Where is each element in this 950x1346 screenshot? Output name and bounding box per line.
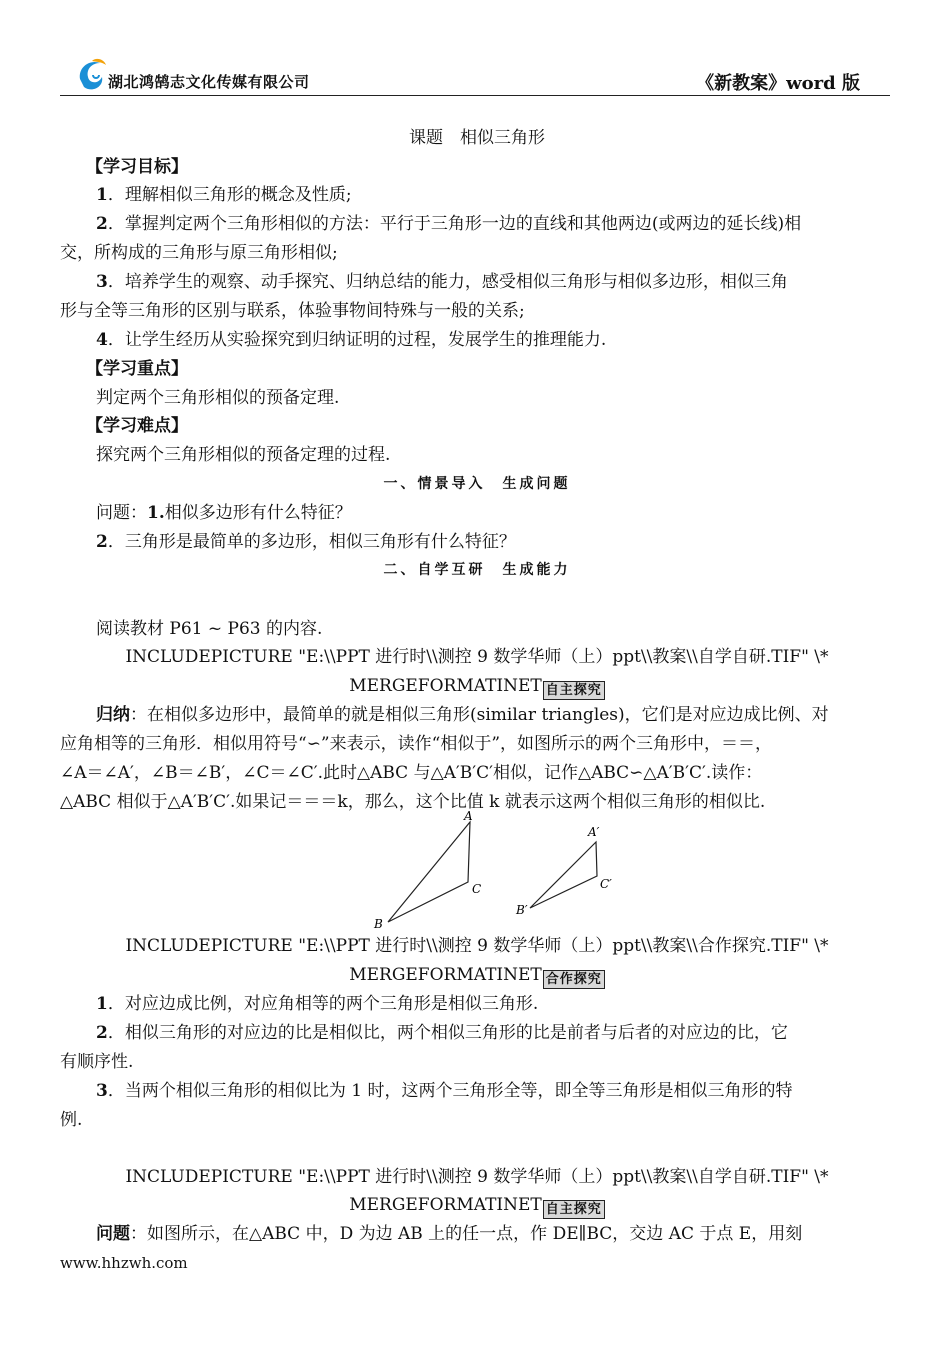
- include-field-2: INCLUDEPICTURE "E:\\PPT 进行时\\测控 9 数学华师（上）ppt\\教案\\合作探究.TIF" \*: [125, 936, 829, 956]
- summary-line: ∠A＝∠A′，∠B＝∠B′，∠C＝∠C′.此时△ABC 与△A′B′C′相似，记作△ABC∽△A′B′C′.读作：: [60, 763, 763, 783]
- summary-line: 应角相等的三角形．相似用符号“∽”来表示，读作“相似于”，如图所示的两个三角形中，＝＝，: [60, 734, 773, 754]
- question-2: 2．三角形是最简单的多边形，相似三角形有什么特征？: [96, 532, 516, 552]
- point-line: 2．相似三角形的对应边的比是相似比，两个相似三角形的比是前者与后者的对应边的比，它: [96, 1023, 788, 1043]
- vertex-b-label: B: [374, 917, 383, 930]
- footer-url[interactable]: www.hhzwh.com: [60, 1254, 188, 1272]
- reading-instruction: 阅读教材 P61 ~ P63 的内容.: [96, 619, 323, 639]
- section-heading-1: 一、情景导入 生成问题: [383, 476, 571, 492]
- goal-line: 形与全等三角形的区别与联系，体验事物间特殊与一般的关系;: [60, 301, 525, 321]
- self-study-badge: 自主探究: [543, 1200, 605, 1219]
- key-heading: 【学习重点】: [86, 359, 188, 379]
- summary-line: 归纳：在相似多边形中，最简单的就是相似三角形(similar triangles)，它们是对应边成比例、对: [96, 705, 829, 725]
- goal-line: 交，所构成的三角形与原三角形相似;: [60, 243, 338, 263]
- include-field-2-cont: MERGEFORMATINET 合作探究: [60, 963, 894, 989]
- key-text: 判定两个三角形相似的预备定理.: [96, 388, 340, 408]
- point-line: 1．对应边成比例，对应角相等的两个三角形是相似三角形.: [96, 994, 539, 1014]
- question-1: 问题：1.相似多边形有什么特征？: [96, 503, 352, 523]
- self-study-badge: 自主探究: [543, 681, 605, 700]
- goals-heading: 【学习目标】: [86, 157, 188, 177]
- vertex-c2-label: C′: [600, 877, 612, 891]
- swirl-logo-icon: [74, 57, 110, 93]
- cooperative-study-badge: 合作探究: [543, 970, 605, 989]
- section-heading-2: 二、自学互研 生成能力: [383, 562, 571, 578]
- goal-line: 1．理解相似三角形的概念及性质;: [96, 185, 352, 205]
- difficulty-text: 探究两个三角形相似的预备定理的过程.: [96, 445, 391, 465]
- goal-line: 3．培养学生的观察、动手探究、归纳总结的能力，感受相似三角形与相似多边形，相似三角: [96, 272, 788, 292]
- vertex-b2-label: B′: [516, 903, 528, 917]
- include-field-1: INCLUDEPICTURE "E:\\PPT 进行时\\测控 9 数学华师（上）ppt\\教案\\自学自研.TIF" \*: [125, 647, 829, 667]
- vertex-a2-label: A′: [588, 825, 600, 839]
- include-field-1-cont: MERGEFORMATINET 自主探究: [60, 674, 894, 700]
- page-header: [60, 55, 890, 97]
- page-title: 课题 相似三角形: [409, 128, 545, 148]
- triangle-a2b2c2: [530, 842, 597, 908]
- header-divider: [60, 95, 890, 96]
- point-line: 有顺序性.: [60, 1052, 134, 1072]
- include-field-3-cont: MERGEFORMATINET 自主探究: [60, 1193, 894, 1219]
- goal-line: 4．让学生经历从实验探究到归纳证明的过程，发展学生的推理能力.: [96, 330, 607, 350]
- edition-label: 《新教案》word 版: [696, 73, 860, 94]
- point-line: 例.: [60, 1110, 83, 1130]
- include-field-3: INCLUDEPICTURE "E:\\PPT 进行时\\测控 9 数学华师（上）ppt\\教案\\自学自研.TIF" \*: [125, 1167, 829, 1187]
- goal-line: 2．掌握判定两个三角形相似的方法：平行于三角形一边的直线和其他两边(或两边的延长线)相: [96, 214, 802, 234]
- point-line: 3．当两个相似三角形的相似比为 1 时，这两个三角形全等，即全等三角形是相似三角形的特: [96, 1081, 793, 1101]
- summary-line: △ABC 相似于△A′B′C′.如果记＝＝＝k，那么，这个比值 k 就表示这两个相似三角形的相似比.: [60, 792, 766, 812]
- triangle-abc: [388, 822, 470, 922]
- difficulty-heading: 【学习难点】: [86, 416, 188, 436]
- similar-triangles-figure: [370, 810, 630, 930]
- problem-statement: 问题：如图所示，在△ABC 中，D 为边 AB 上的任一点，作 DE∥BC，交边 AC 于点 E，用刻: [96, 1224, 803, 1244]
- vertex-a-label: A: [464, 810, 473, 823]
- vertex-c-label: C: [472, 882, 482, 896]
- company-name: 湖北鸿鹄志文化传媒有限公司: [108, 73, 310, 91]
